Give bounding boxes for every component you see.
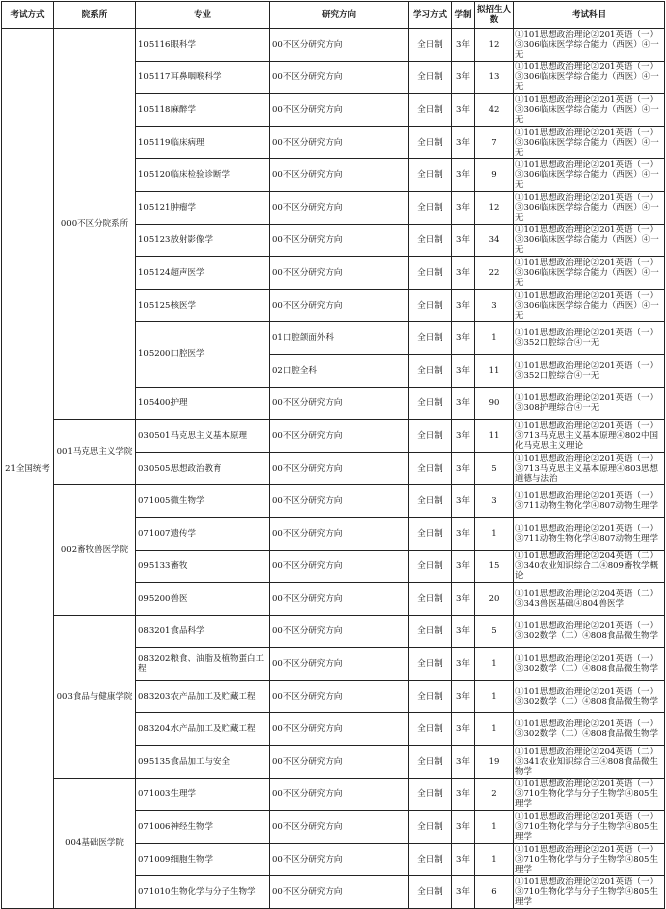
enrollment-count-cell: 6 <box>475 876 514 909</box>
direction-cell: 00不区分研究方向 <box>270 61 409 94</box>
major-cell: 105125核医学 <box>136 289 270 322</box>
study-mode-cell: 全日制 <box>409 257 452 290</box>
duration-cell: 3年 <box>452 322 475 355</box>
table-row <box>2 29 665 62</box>
duration-cell: 3年 <box>452 452 475 485</box>
exam-subjects-text: ①101思想政治理论②201英语（一）③306临床医学综合能力（西医）④一无 <box>515 62 659 93</box>
major-cell: 071010生物化学与分子生物学 <box>136 876 270 909</box>
exam-subjects-text: ①101思想政治理论②201英语（一）③302数学（二）④808食品微生物学 <box>515 621 658 642</box>
enrollment-count-cell: 13 <box>475 61 514 94</box>
direction-cell: 00不区分研究方向 <box>270 126 409 159</box>
study-mode-cell: 全日制 <box>409 680 452 713</box>
table-row <box>2 485 665 518</box>
major-cell: 105400护理 <box>136 387 270 420</box>
duration-cell: 3年 <box>452 811 475 844</box>
duration-cell: 3年 <box>452 191 475 224</box>
exam-subjects-text: ①101思想政治理论②201英语（一）③710生物化学与分子生物学④805生理学 <box>515 844 658 875</box>
direction-cell: 00不区分研究方向 <box>270 680 409 713</box>
major-cell: 095133畜牧 <box>136 550 270 583</box>
major-cell: 105117耳鼻咽喉科学 <box>136 61 270 94</box>
major-cell: 083202粮食、油脂及植物蛋白工程 <box>136 648 270 681</box>
department-cell: 003食品与健康学院 <box>54 615 136 778</box>
enrollment-count-cell: 12 <box>475 29 514 62</box>
enrollment-count-cell: 9 <box>475 159 514 192</box>
duration-cell: 3年 <box>452 420 475 453</box>
direction-cell: 00不区分研究方向 <box>270 778 409 811</box>
exam-subjects-text: ①101思想政治理论②201英语（一）③306临床医学综合能力（西医）④一无 <box>515 290 659 321</box>
duration-cell: 3年 <box>452 843 475 876</box>
direction-cell: 00不区分研究方向 <box>270 876 409 909</box>
direction-cell: 02口腔全科 <box>270 354 409 387</box>
duration-cell: 3年 <box>452 61 475 94</box>
enrollment-count-cell: 1 <box>475 843 514 876</box>
duration-cell: 3年 <box>452 257 475 290</box>
direction-cell: 00不区分研究方向 <box>270 583 409 616</box>
direction-cell: 00不区分研究方向 <box>270 224 409 257</box>
duration-cell: 3年 <box>452 550 475 583</box>
duration-cell: 3年 <box>452 94 475 127</box>
duration-cell: 3年 <box>452 29 475 62</box>
enrollment-count-cell: 90 <box>475 387 514 420</box>
department-cell: 001马克思主义学院 <box>54 420 136 485</box>
enrollment-count-cell: 3 <box>475 485 514 518</box>
exam-subjects-cell <box>514 289 665 322</box>
exam-subjects-cell <box>514 257 665 290</box>
direction-cell: 00不区分研究方向 <box>270 257 409 290</box>
duration-cell: 3年 <box>452 517 475 550</box>
exam-subjects-cell <box>514 583 665 616</box>
enrollment-count-cell: 3 <box>475 289 514 322</box>
exam-subjects-cell <box>514 94 665 127</box>
exam-subjects-text: ①101思想政治理论②201英语（一）③302数学（二）④808食品微生物学 <box>515 654 658 675</box>
enrollment-count-cell: 1 <box>475 811 514 844</box>
table-body <box>2 29 665 909</box>
exam-subjects-cell <box>514 224 665 257</box>
exam-subjects-text: ①101思想政治理论②201英语（一）③306临床医学综合能力（西医）④一无 <box>515 160 659 191</box>
duration-cell: 3年 <box>452 876 475 909</box>
exam-subjects-text: ①101思想政治理论②204英语（二）③341农业知识综合三④808食品微生物学 <box>515 746 658 777</box>
study-mode-cell: 全日制 <box>409 126 452 159</box>
duration-cell: 3年 <box>452 778 475 811</box>
enrollment-count-cell: 7 <box>475 126 514 159</box>
exam-subjects-cell <box>514 452 665 485</box>
enrollment-count-cell: 1 <box>475 517 514 550</box>
enrollment-count-cell: 5 <box>475 615 514 648</box>
direction-cell: 00不区分研究方向 <box>270 289 409 322</box>
duration-cell: 3年 <box>452 224 475 257</box>
exam-subjects-cell <box>514 322 665 355</box>
exam-subjects-cell <box>514 746 665 779</box>
enrollment-count-cell: 20 <box>475 583 514 616</box>
exam-subjects-text: ①101思想政治理论②201英语（一）③306临床医学综合能力（西医）④一无 <box>515 127 659 158</box>
enrollment-count-cell: 11 <box>475 354 514 387</box>
duration-cell: 3年 <box>452 648 475 681</box>
duration-cell: 3年 <box>452 615 475 648</box>
exam-subjects-text: ①101思想政治理论②204英语（二）③343兽医基础④804兽医学 <box>515 588 658 609</box>
exam-subjects-cell <box>514 126 665 159</box>
direction-cell: 00不区分研究方向 <box>270 485 409 518</box>
exam-subjects-text: ①101思想政治理论②201英语（一）③306临床医学综合能力（西医）④一无 <box>515 192 659 223</box>
exam-subjects-text: ①101思想政治理论②201英语（一）③306临床医学综合能力（西医）④一无 <box>515 29 659 60</box>
enrollment-count-cell: 1 <box>475 648 514 681</box>
header-exam-subjects: 考试科目 <box>514 2 665 29</box>
enrollment-count-cell: 5 <box>475 452 514 485</box>
exam-subjects-text: ①101思想政治理论②201英语（一）③308护理综合④一无 <box>515 393 658 414</box>
major-cell: 105124超声医学 <box>136 257 270 290</box>
enrollment-count-cell: 1 <box>475 680 514 713</box>
direction-cell: 00不区分研究方向 <box>270 94 409 127</box>
study-mode-cell: 全日制 <box>409 517 452 550</box>
duration-cell: 3年 <box>452 387 475 420</box>
study-mode-cell: 全日制 <box>409 843 452 876</box>
study-mode-cell: 全日制 <box>409 354 452 387</box>
study-mode-cell: 全日制 <box>409 191 452 224</box>
department-cell: 002畜牧兽医学院 <box>54 485 136 615</box>
major-cell: 105116眼科学 <box>136 29 270 62</box>
direction-cell: 00不区分研究方向 <box>270 746 409 779</box>
major-cell: 030501马克思主义基本原理 <box>136 420 270 453</box>
exam-subjects-text: ①101思想政治理论②201英语（一）③710生物化学与分子生物学④805生理学 <box>515 779 658 810</box>
exam-subjects-cell <box>514 550 665 583</box>
enrollment-count-cell: 34 <box>475 224 514 257</box>
header-department: 院系所 <box>54 2 136 29</box>
direction-cell: 00不区分研究方向 <box>270 811 409 844</box>
exam-subjects-text: ①101思想政治理论②201英语（一）③710生物化学与分子生物学④805生理学 <box>515 812 658 843</box>
study-mode-cell: 全日制 <box>409 29 452 62</box>
exam-subjects-cell <box>514 615 665 648</box>
header-major: 专业 <box>136 2 270 29</box>
enrollment-count-cell: 42 <box>475 94 514 127</box>
enrollment-count-cell: 1 <box>475 322 514 355</box>
major-cell: 105119临床病理 <box>136 126 270 159</box>
major-cell: 083204水产品加工及贮藏工程 <box>136 713 270 746</box>
direction-cell: 00不区分研究方向 <box>270 713 409 746</box>
exam-subjects-cell <box>514 680 665 713</box>
study-mode-cell: 全日制 <box>409 452 452 485</box>
department-cell: 004基础医学院 <box>54 778 136 908</box>
exam-subjects-cell <box>514 485 665 518</box>
study-mode-cell: 全日制 <box>409 322 452 355</box>
enrollment-count-cell: 19 <box>475 746 514 779</box>
direction-cell: 00不区分研究方向 <box>270 29 409 62</box>
major-cell: 095200兽医 <box>136 583 270 616</box>
exam-subjects-cell <box>514 713 665 746</box>
major-cell: 071007遗传学 <box>136 517 270 550</box>
enrollment-count-cell: 22 <box>475 257 514 290</box>
exam-subjects-cell <box>514 61 665 94</box>
duration-cell: 3年 <box>452 680 475 713</box>
table-row <box>2 420 665 453</box>
header-exam-method: 考试方式 <box>2 2 54 29</box>
exam-subjects-text: ①101思想政治理论②201英语（一）③711动物生物化学④807动物生理学 <box>515 523 658 544</box>
study-mode-cell: 全日制 <box>409 289 452 322</box>
direction-cell: 01口腔颌面外科 <box>270 322 409 355</box>
exam-method-cell: 21全国统考 <box>2 29 54 909</box>
major-cell: 071005微生物学 <box>136 485 270 518</box>
major-cell: 083201食品科学 <box>136 615 270 648</box>
major-cell: 071006神经生物学 <box>136 811 270 844</box>
duration-cell: 3年 <box>452 354 475 387</box>
study-mode-cell: 全日制 <box>409 648 452 681</box>
exam-subjects-text: ①101思想政治理论②201英语（一）③352口腔综合④一无 <box>515 328 658 349</box>
major-cell: 071003生理学 <box>136 778 270 811</box>
exam-subjects-cell <box>514 648 665 681</box>
exam-subjects-text: ①101思想政治理论②201英语（一）③306临床医学综合能力（西医）④一无 <box>515 94 659 125</box>
exam-subjects-text: ①101思想政治理论②204英语（二）③340农业知识综合二④809畜牧学概论 <box>515 551 658 582</box>
study-mode-cell: 全日制 <box>409 876 452 909</box>
exam-subjects-text: ①101思想政治理论②201英语（一）③302数学（二）④808食品微生物学 <box>515 686 658 707</box>
major-cell: 105121肿瘤学 <box>136 191 270 224</box>
study-mode-cell: 全日制 <box>409 485 452 518</box>
exam-subjects-cell <box>514 191 665 224</box>
duration-cell: 3年 <box>452 746 475 779</box>
exam-subjects-cell <box>514 420 665 453</box>
exam-subjects-text: ①101思想政治理论②201英语（一）③306临床医学综合能力（西医）④一无 <box>515 257 659 288</box>
direction-cell: 00不区分研究方向 <box>270 843 409 876</box>
major-cell: 105118麻醉学 <box>136 94 270 127</box>
department-cell: 000不区分院系所 <box>54 29 136 420</box>
exam-subjects-cell <box>514 843 665 876</box>
exam-subjects-cell <box>514 387 665 420</box>
direction-cell: 00不区分研究方向 <box>270 387 409 420</box>
duration-cell: 3年 <box>452 159 475 192</box>
enrollment-count-cell: 12 <box>475 191 514 224</box>
study-mode-cell: 全日制 <box>409 778 452 811</box>
direction-cell: 00不区分研究方向 <box>270 159 409 192</box>
duration-cell: 3年 <box>452 126 475 159</box>
duration-cell: 3年 <box>452 485 475 518</box>
exam-subjects-cell <box>514 517 665 550</box>
exam-subjects-cell <box>514 811 665 844</box>
enrollment-count-cell: 1 <box>475 713 514 746</box>
exam-subjects-cell <box>514 159 665 192</box>
direction-cell: 00不区分研究方向 <box>270 420 409 453</box>
table-row <box>2 615 665 648</box>
major-cell: 105123放射影像学 <box>136 224 270 257</box>
major-cell: 071009细胞生物学 <box>136 843 270 876</box>
direction-cell: 00不区分研究方向 <box>270 615 409 648</box>
study-mode-cell: 全日制 <box>409 615 452 648</box>
exam-subjects-text: ①101思想政治理论②201英语（一）③306临床医学综合能力（西医）④一无 <box>515 225 659 256</box>
duration-cell: 3年 <box>452 289 475 322</box>
exam-subjects-text: ①101思想政治理论②201英语（一）③713马克思主义基本原理④803思想道德与法治 <box>515 453 658 484</box>
study-mode-cell: 全日制 <box>409 420 452 453</box>
exam-subjects-cell <box>514 778 665 811</box>
header-research-direction: 研究方向 <box>270 2 409 29</box>
header-enrollment-count: 拟招生人数 <box>475 2 514 29</box>
study-mode-cell: 全日制 <box>409 387 452 420</box>
study-mode-cell: 全日制 <box>409 746 452 779</box>
exam-subjects-text: ①101思想政治理论②201英语（一）③711动物生物化学④807动物生理学 <box>515 491 658 512</box>
study-mode-cell: 全日制 <box>409 583 452 616</box>
exam-subjects-cell <box>514 354 665 387</box>
enrollment-count-cell: 2 <box>475 778 514 811</box>
header-duration: 学制 <box>452 2 475 29</box>
direction-cell: 00不区分研究方向 <box>270 648 409 681</box>
header-row <box>2 2 665 29</box>
exam-subjects-text: ①101思想政治理论②201英语（一）③302数学（二）④808食品微生物学 <box>515 719 658 740</box>
enrollment-count-cell: 11 <box>475 420 514 453</box>
direction-cell: 00不区分研究方向 <box>270 517 409 550</box>
enrollment-count-cell: 15 <box>475 550 514 583</box>
major-cell: 105120临床检验诊断学 <box>136 159 270 192</box>
exam-subjects-cell <box>514 876 665 909</box>
study-mode-cell: 全日制 <box>409 550 452 583</box>
duration-cell: 3年 <box>452 713 475 746</box>
direction-cell: 00不区分研究方向 <box>270 452 409 485</box>
major-cell: 095135食品加工与安全 <box>136 746 270 779</box>
study-mode-cell: 全日制 <box>409 811 452 844</box>
major-cell: 083203农产品加工及贮藏工程 <box>136 680 270 713</box>
exam-subjects-text: ①101思想政治理论②201英语（一）③352口腔综合④一无 <box>515 360 658 381</box>
exam-subjects-text: ①101思想政治理论②201英语（一）③713马克思主义基本原理④802中国化马克思主义理论 <box>515 420 658 451</box>
exam-subjects-text: ①101思想政治理论②201英语（一）③710生物化学与分子生物学④805生理学 <box>515 877 658 908</box>
header-study-mode: 学习方式 <box>409 2 452 29</box>
major-cell: 105200口腔医学 <box>136 322 270 387</box>
study-mode-cell: 全日制 <box>409 224 452 257</box>
enrollment-table <box>1 1 665 909</box>
study-mode-cell: 全日制 <box>409 94 452 127</box>
exam-subjects-cell <box>514 29 665 62</box>
direction-cell: 00不区分研究方向 <box>270 550 409 583</box>
direction-cell: 00不区分研究方向 <box>270 191 409 224</box>
study-mode-cell: 全日制 <box>409 713 452 746</box>
duration-cell: 3年 <box>452 583 475 616</box>
table-row <box>2 778 665 811</box>
major-cell: 030505思想政治教育 <box>136 452 270 485</box>
study-mode-cell: 全日制 <box>409 61 452 94</box>
study-mode-cell: 全日制 <box>409 159 452 192</box>
